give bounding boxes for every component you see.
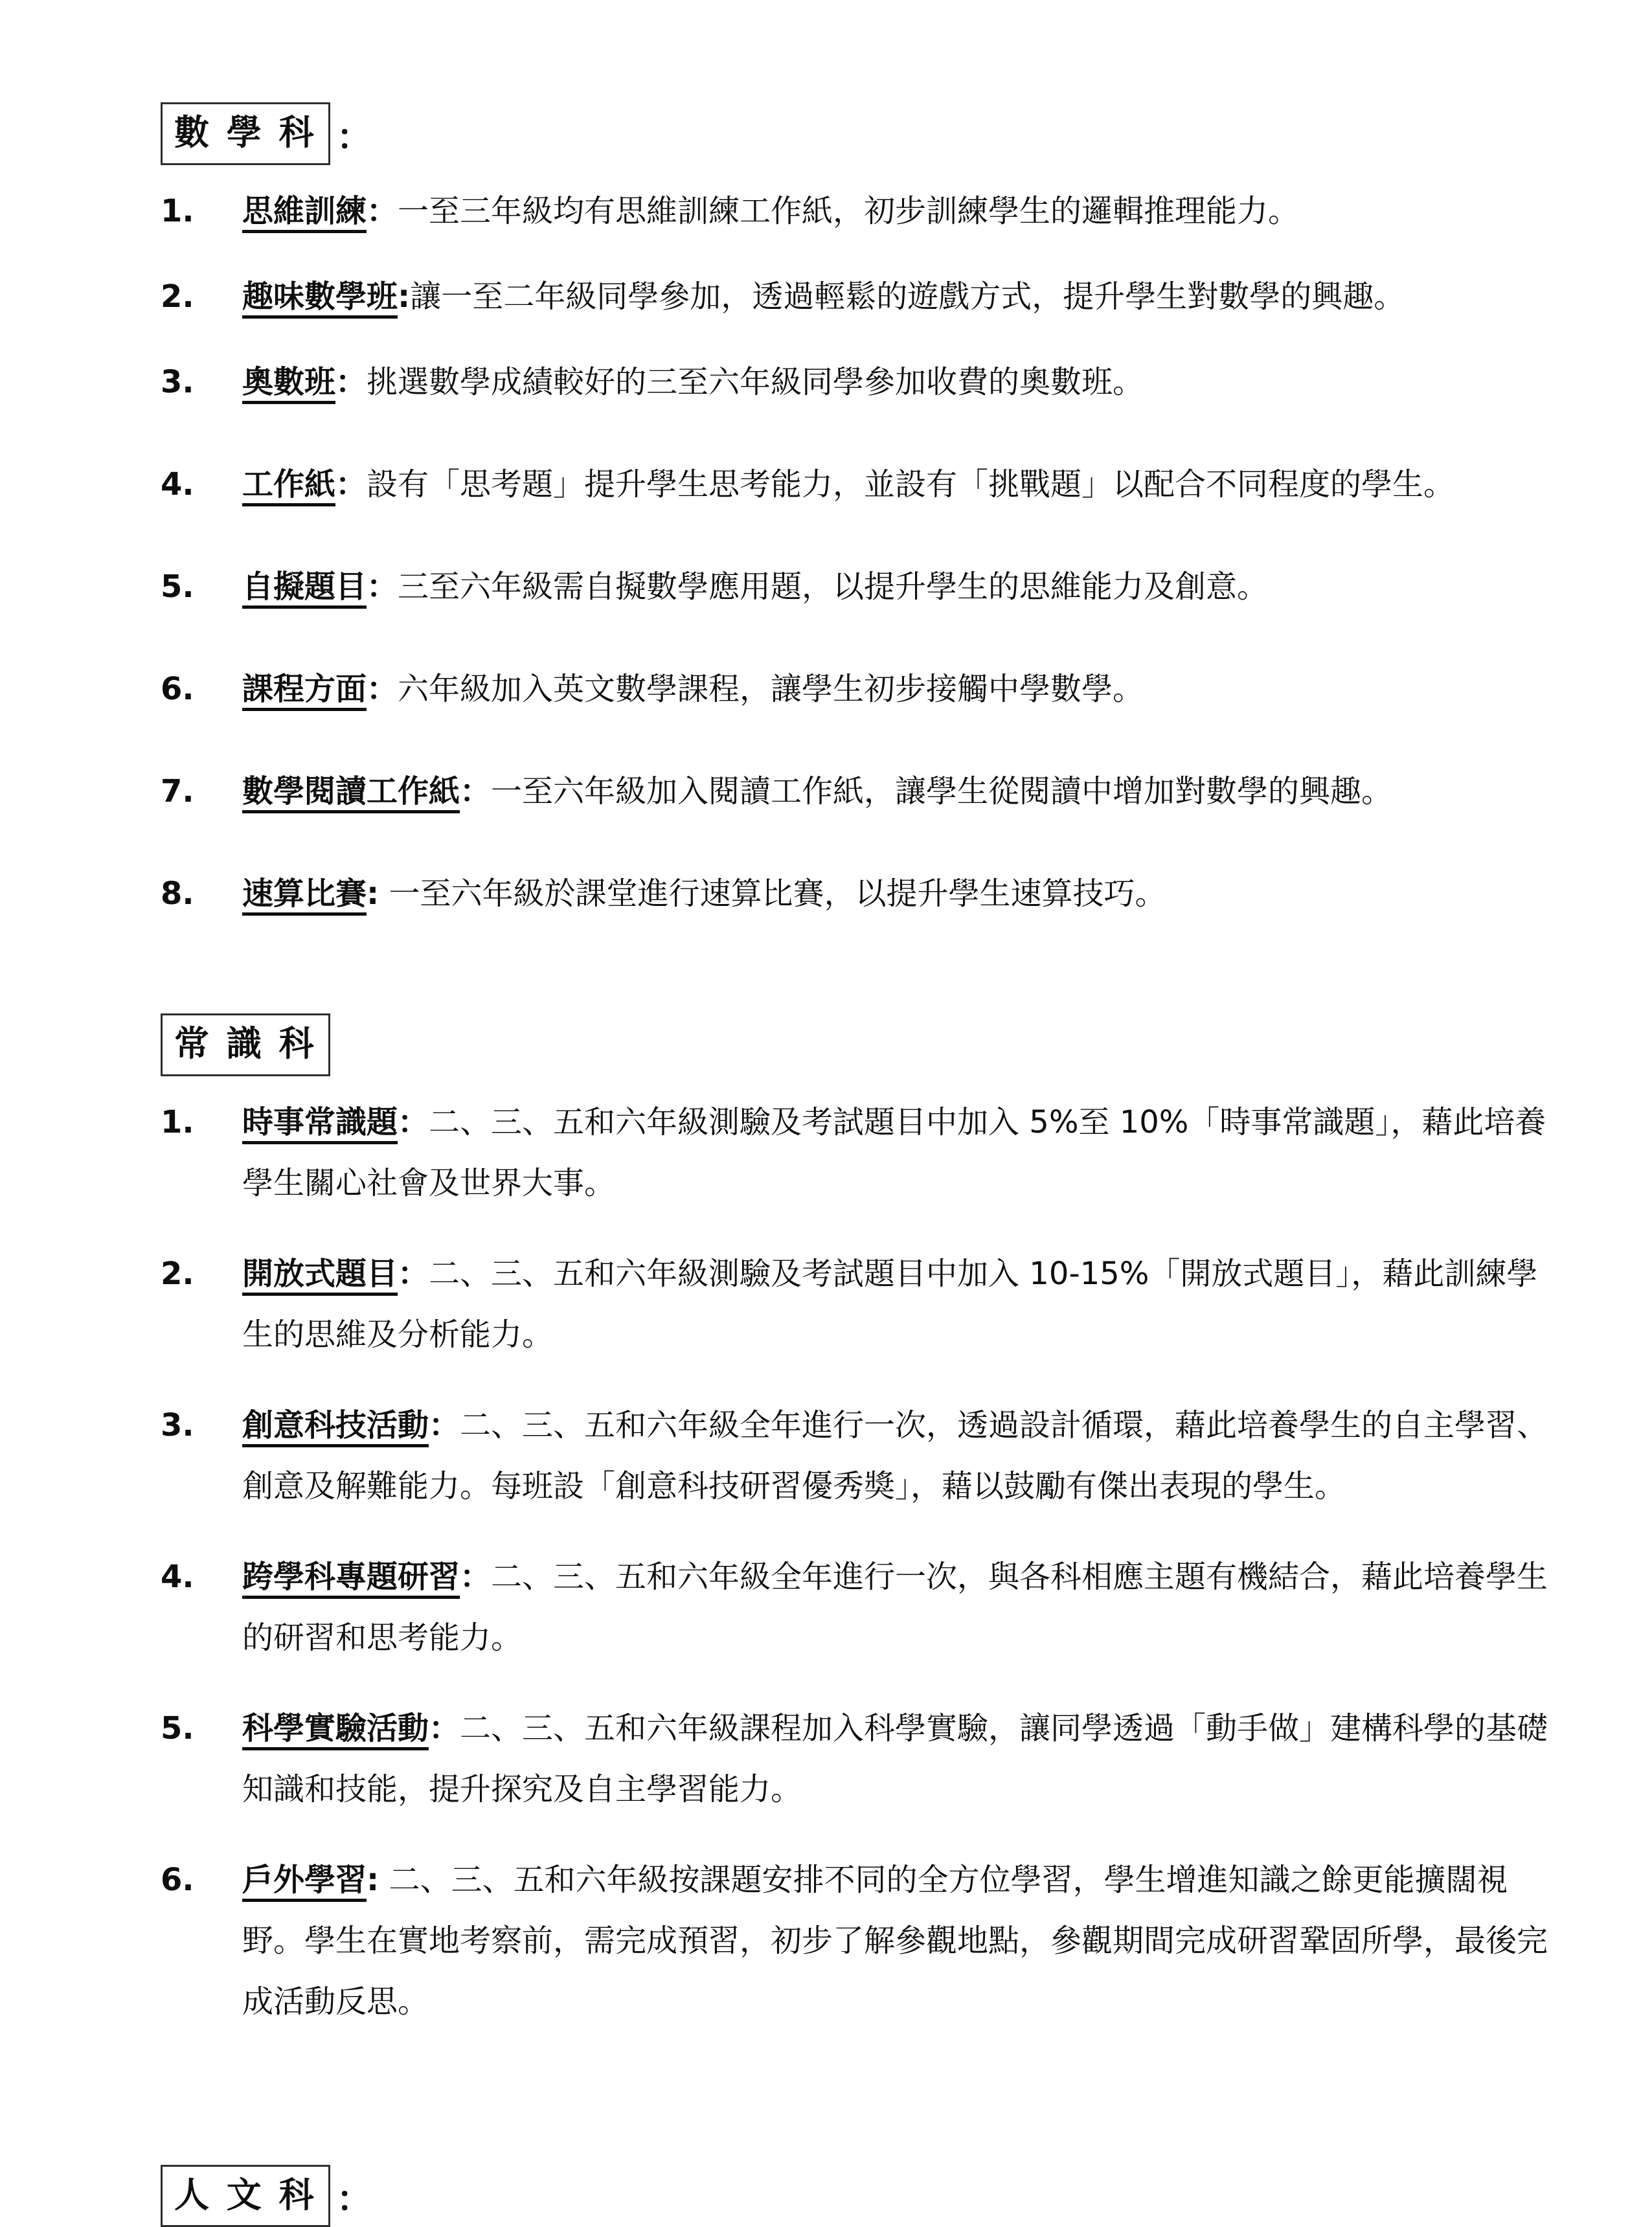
item-description: 二、三、五和六年級課程加入科學實驗，讓同學透過「動手做」建構科學的基礎知識和技能，提升探究及自主學習能力。	[242, 1710, 1548, 1807]
item-body	[242, 1243, 1548, 1365]
item-number: 2.	[161, 1255, 194, 1292]
item-term: 開放式題目	[242, 1255, 398, 1292]
item-separator: ：	[460, 773, 492, 809]
item-body	[242, 1698, 1548, 1820]
item-body	[242, 266, 1548, 327]
item-term: 課程方面	[242, 670, 367, 707]
item-separator: ：	[367, 568, 398, 605]
item-body	[242, 454, 1548, 515]
item-body	[242, 556, 1548, 617]
list-item	[161, 761, 1548, 822]
item-description: 一至三年級均有思維訓練工作紙，初步訓練學生的邏輯推理能力。	[398, 192, 1300, 229]
item-description: 二、三、五和六年級測驗及考試題目中加入 10-15%「開放式題目」，藉此訓練學生的思維及分析能力。	[242, 1255, 1538, 1353]
item-description: 挑選數學成績較好的三至六年級同學參加收費的奧數班。	[367, 363, 1144, 400]
item-separator: ：	[398, 1103, 429, 1140]
item-separator: :	[367, 1861, 379, 1898]
item-description: 一至六年級加入閱讀工作紙，讓學生從閱讀中增加對數學的興趣。	[491, 773, 1393, 809]
item-term: 工作紙	[242, 466, 336, 503]
list-item	[161, 1092, 1548, 1214]
item-description: 設有「思考題」提升學生思考能力，並設有「挑戰題」以配合不同程度的學生。	[367, 466, 1455, 503]
item-number: 1.	[161, 1103, 194, 1140]
item-term: 跨學科專題研習	[242, 1558, 460, 1595]
item-body	[242, 352, 1548, 413]
item-description: 三至六年級需自擬數學應用題，以提升學生的思維能力及創意。	[398, 568, 1269, 605]
section-humanities	[161, 2165, 1548, 2227]
list-item	[161, 863, 1548, 924]
item-body	[242, 1395, 1548, 1517]
item-term: 創意科技活動	[242, 1407, 429, 1443]
section-math	[161, 102, 1548, 924]
section-title-colon: ：	[336, 116, 372, 157]
section-title-box: 常 識 科	[161, 1013, 330, 1076]
list-item	[161, 1698, 1548, 1820]
item-number: 2.	[161, 278, 194, 315]
item-description: 二、三、五和六年級測驗及考試題目中加入 5%至 10%「時事常識題」，藉此培養學生關心社會及世界大事。	[242, 1103, 1546, 1201]
list-item	[161, 181, 1548, 242]
item-body	[242, 1092, 1548, 1214]
item-term: 自擬題目	[242, 568, 367, 605]
section-title-colon: ：	[336, 2178, 372, 2220]
section-heading	[161, 102, 1548, 165]
item-number: 6.	[161, 670, 194, 707]
section-item-list	[161, 181, 1548, 924]
item-term: 思維訓練	[242, 192, 367, 229]
item-separator: ：	[335, 466, 367, 503]
item-number: 1.	[161, 192, 194, 229]
item-number: 8.	[161, 875, 194, 912]
list-item	[161, 454, 1548, 515]
section-heading	[161, 2165, 1548, 2227]
document-content	[161, 102, 1548, 2227]
item-body	[242, 1546, 1548, 1668]
item-separator: ：	[335, 363, 367, 400]
item-term: 戶外學習	[242, 1861, 367, 1898]
item-body	[242, 181, 1548, 242]
item-description: 一至六年級於課堂進行速算比賽，以提升學生速算技巧。	[379, 875, 1166, 912]
item-term: 奧數班	[242, 363, 336, 400]
item-separator: ：	[429, 1710, 460, 1747]
item-number: 3.	[161, 1407, 194, 1443]
item-description: 二、三、五和六年級按課題安排不同的全方位學習，學生增進知識之餘更能擴闊視野。學生在實地考察前，需完成預習，初步了解參觀地點，參觀期間完成研習鞏固所學，最後完成活動反思。	[242, 1861, 1548, 2020]
item-number: 6.	[161, 1861, 194, 1898]
item-separator: ：	[398, 1255, 429, 1292]
section-item-list	[161, 1092, 1548, 2032]
item-number: 5.	[161, 568, 194, 605]
item-number: 4.	[161, 466, 194, 503]
item-separator: ：	[367, 670, 398, 707]
item-body	[242, 659, 1548, 719]
item-separator: ：	[367, 192, 398, 229]
item-body	[242, 1849, 1548, 2032]
section-title-box: 數 學 科	[161, 102, 330, 165]
list-item	[161, 1546, 1548, 1668]
section-heading	[161, 1013, 1548, 1076]
item-description: 讓一至二年級同學參加，透過輕鬆的遊戲方式，提升學生對數學的興趣。	[410, 278, 1405, 315]
list-item	[161, 556, 1548, 617]
item-separator: :	[398, 278, 411, 315]
list-item	[161, 659, 1548, 719]
list-item	[161, 1243, 1548, 1365]
item-term: 趣味數學班	[242, 278, 398, 315]
item-body	[242, 863, 1548, 924]
item-number: 3.	[161, 363, 194, 400]
item-separator: ：	[460, 1558, 492, 1595]
item-description: 六年級加入英文數學課程，讓學生初步接觸中學數學。	[398, 670, 1144, 707]
item-description: 二、三、五和六年級全年進行一次，與各科相應主題有機結合，藉此培養學生的研習和思考能力。	[242, 1558, 1548, 1656]
item-number: 7.	[161, 773, 194, 809]
list-item	[161, 352, 1548, 413]
item-description: 二、三、五和六年級全年進行一次，透過設計循環，藉此培養學生的自主學習、創意及解難能力。每班設「創意科技研習優秀獎」，藉以鼓勵有傑出表現的學生。	[242, 1407, 1548, 1504]
section-title-box: 人 文 科	[161, 2165, 330, 2227]
item-number: 5.	[161, 1710, 194, 1747]
item-body	[242, 761, 1548, 822]
list-item	[161, 266, 1548, 327]
item-term: 速算比賽	[242, 875, 367, 912]
list-item	[161, 1395, 1548, 1517]
item-term: 科學實驗活動	[242, 1710, 429, 1747]
item-separator: :	[367, 875, 379, 912]
section-gs	[161, 1013, 1548, 2032]
item-term: 數學閱讀工作紙	[242, 773, 460, 809]
list-item	[161, 1849, 1548, 2032]
item-separator: ：	[429, 1407, 460, 1443]
item-term: 時事常識題	[242, 1103, 398, 1140]
item-number: 4.	[161, 1558, 194, 1595]
